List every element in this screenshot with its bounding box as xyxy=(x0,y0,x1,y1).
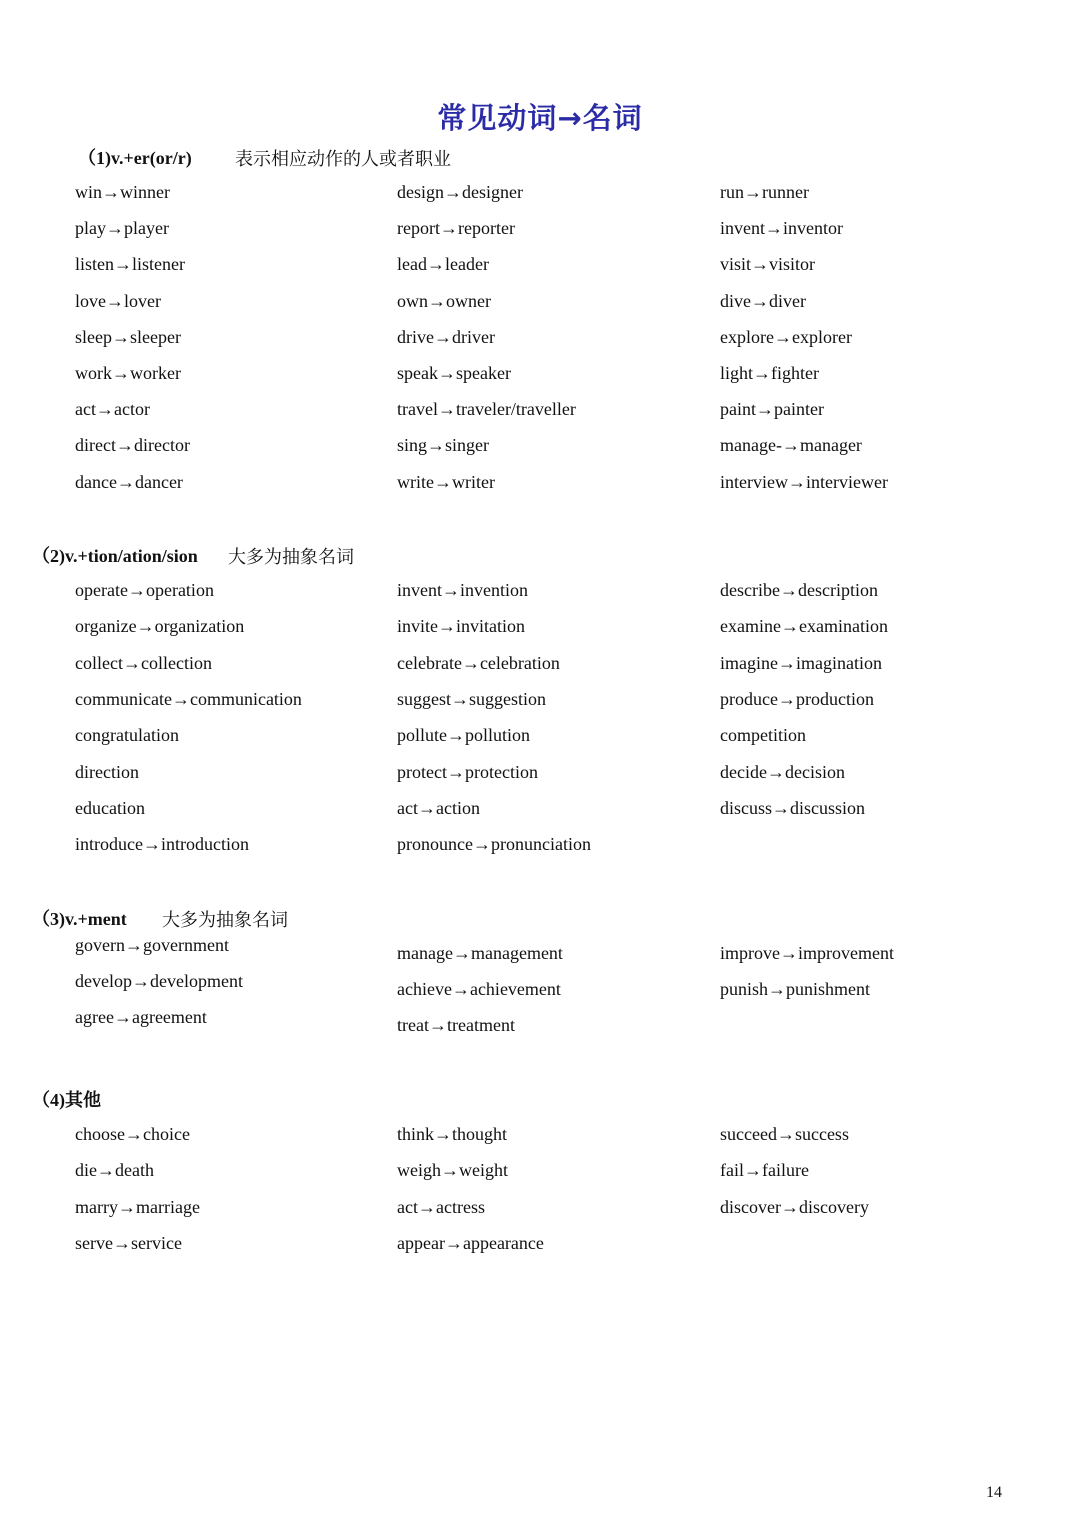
section-description: 大多为抽象名词 xyxy=(162,910,288,930)
word-entry: visit→visitor xyxy=(720,254,816,274)
word-entry: govern→government xyxy=(75,935,229,955)
word-entry: develop→development xyxy=(75,971,243,991)
word-entry: examine→examination xyxy=(720,616,888,636)
word-entry: write→writer xyxy=(397,472,495,492)
word-entry: own→owner xyxy=(397,291,491,311)
word-entry: weigh→weight xyxy=(397,1160,508,1180)
word-entry: produce→production xyxy=(720,689,874,709)
word-entry: design→designer xyxy=(397,182,523,202)
word-entry: direction xyxy=(75,762,139,782)
word-entry: competition xyxy=(720,725,806,745)
word-entry: sing→singer xyxy=(397,435,489,455)
word-entry: introduce→introduction xyxy=(75,834,249,854)
word-entry: pollute→pollution xyxy=(397,725,530,745)
word-entry: pronounce→pronunciation xyxy=(397,834,591,854)
word-entry: decide→decision xyxy=(720,762,845,782)
word-entry: marry→marriage xyxy=(75,1197,200,1217)
word-entry: dance→dancer xyxy=(75,472,183,492)
word-entry: dive→diver xyxy=(720,291,806,311)
word-entry: lead→leader xyxy=(397,254,489,274)
word-entry: invite→invitation xyxy=(397,616,525,636)
word-entry: describe→description xyxy=(720,580,878,600)
word-entry: listen→listener xyxy=(75,254,185,274)
word-entry: choose→choice xyxy=(75,1124,190,1144)
word-entry: act→action xyxy=(397,798,480,818)
word-entry: achieve→achievement xyxy=(397,979,561,999)
page-number: 14 xyxy=(986,1484,1002,1501)
word-entry: punish→punishment xyxy=(720,979,871,999)
word-entry: think→thought xyxy=(397,1124,508,1144)
word-entry: celebrate→celebration xyxy=(397,653,560,673)
word-entry: serve→service xyxy=(75,1233,182,1253)
word-entry: play→player xyxy=(75,218,169,238)
word-entry: appear→appearance xyxy=(397,1233,544,1253)
word-entry: discuss→discussion xyxy=(720,798,866,818)
word-entry: run→runner xyxy=(720,182,809,202)
word-entry: operate→operation xyxy=(75,580,214,600)
word-entry: imagine→imagination xyxy=(720,653,882,673)
word-entry: light→fighter xyxy=(720,363,819,383)
word-entry: report→reporter xyxy=(397,218,515,238)
section-description: 大多为抽象名词 xyxy=(228,547,354,567)
word-entry: interview→interviewer xyxy=(720,472,888,492)
word-entry: travel→traveler/traveller xyxy=(397,399,576,419)
word-entry: manage→management xyxy=(397,943,563,963)
word-entry: collect→collection xyxy=(75,653,212,673)
section-label: （3)v.+ment xyxy=(32,909,127,929)
word-entry: paint→painter xyxy=(720,399,824,419)
section-heading xyxy=(32,1086,101,1112)
word-entry: win→winner xyxy=(75,182,170,202)
word-entry: invent→inventor xyxy=(720,218,843,238)
word-entry: protect→protection xyxy=(397,762,538,782)
word-entry: work→worker xyxy=(75,363,181,383)
word-entry: act→actor xyxy=(75,399,150,419)
word-entry: direct→director xyxy=(75,435,190,455)
word-entry: invent→invention xyxy=(397,580,528,600)
word-entry: treat→treatment xyxy=(397,1015,515,1035)
word-entry: die→death xyxy=(75,1160,154,1180)
word-entry: organize→organization xyxy=(75,616,245,636)
word-entry: communicate→communication xyxy=(75,689,302,709)
section-label: （2)v.+tion/ation/sion xyxy=(32,546,198,566)
section-heading xyxy=(32,905,127,931)
word-entry: agree→agreement xyxy=(75,1007,207,1027)
word-entry: speak→speaker xyxy=(397,363,511,383)
word-entry: manage-→manager xyxy=(720,435,862,455)
word-entry: congratulation xyxy=(75,725,179,745)
word-entry: discover→discovery xyxy=(720,1197,869,1217)
section-description: 表示相应动作的人或者职业 xyxy=(235,149,451,169)
word-entry: fail→failure xyxy=(720,1160,809,1180)
section-heading xyxy=(32,542,198,568)
word-entry: act→actress xyxy=(397,1197,485,1217)
word-entry: explore→explorer xyxy=(720,327,852,347)
word-entry: succeed→success xyxy=(720,1124,849,1144)
section-label: （4)其他 xyxy=(32,1090,101,1110)
word-entry: suggest→suggestion xyxy=(397,689,547,709)
page-title: 常见动词→名词 xyxy=(437,101,643,135)
word-entry: education xyxy=(75,798,145,818)
word-entry: improve→improvement xyxy=(720,943,894,963)
word-entry: drive→driver xyxy=(397,327,495,347)
word-entry: sleep→sleeper xyxy=(75,327,181,347)
section-label: （1)v.+er(or/r) xyxy=(78,148,192,168)
section-heading xyxy=(78,144,192,170)
word-entry: love→lover xyxy=(75,291,161,311)
